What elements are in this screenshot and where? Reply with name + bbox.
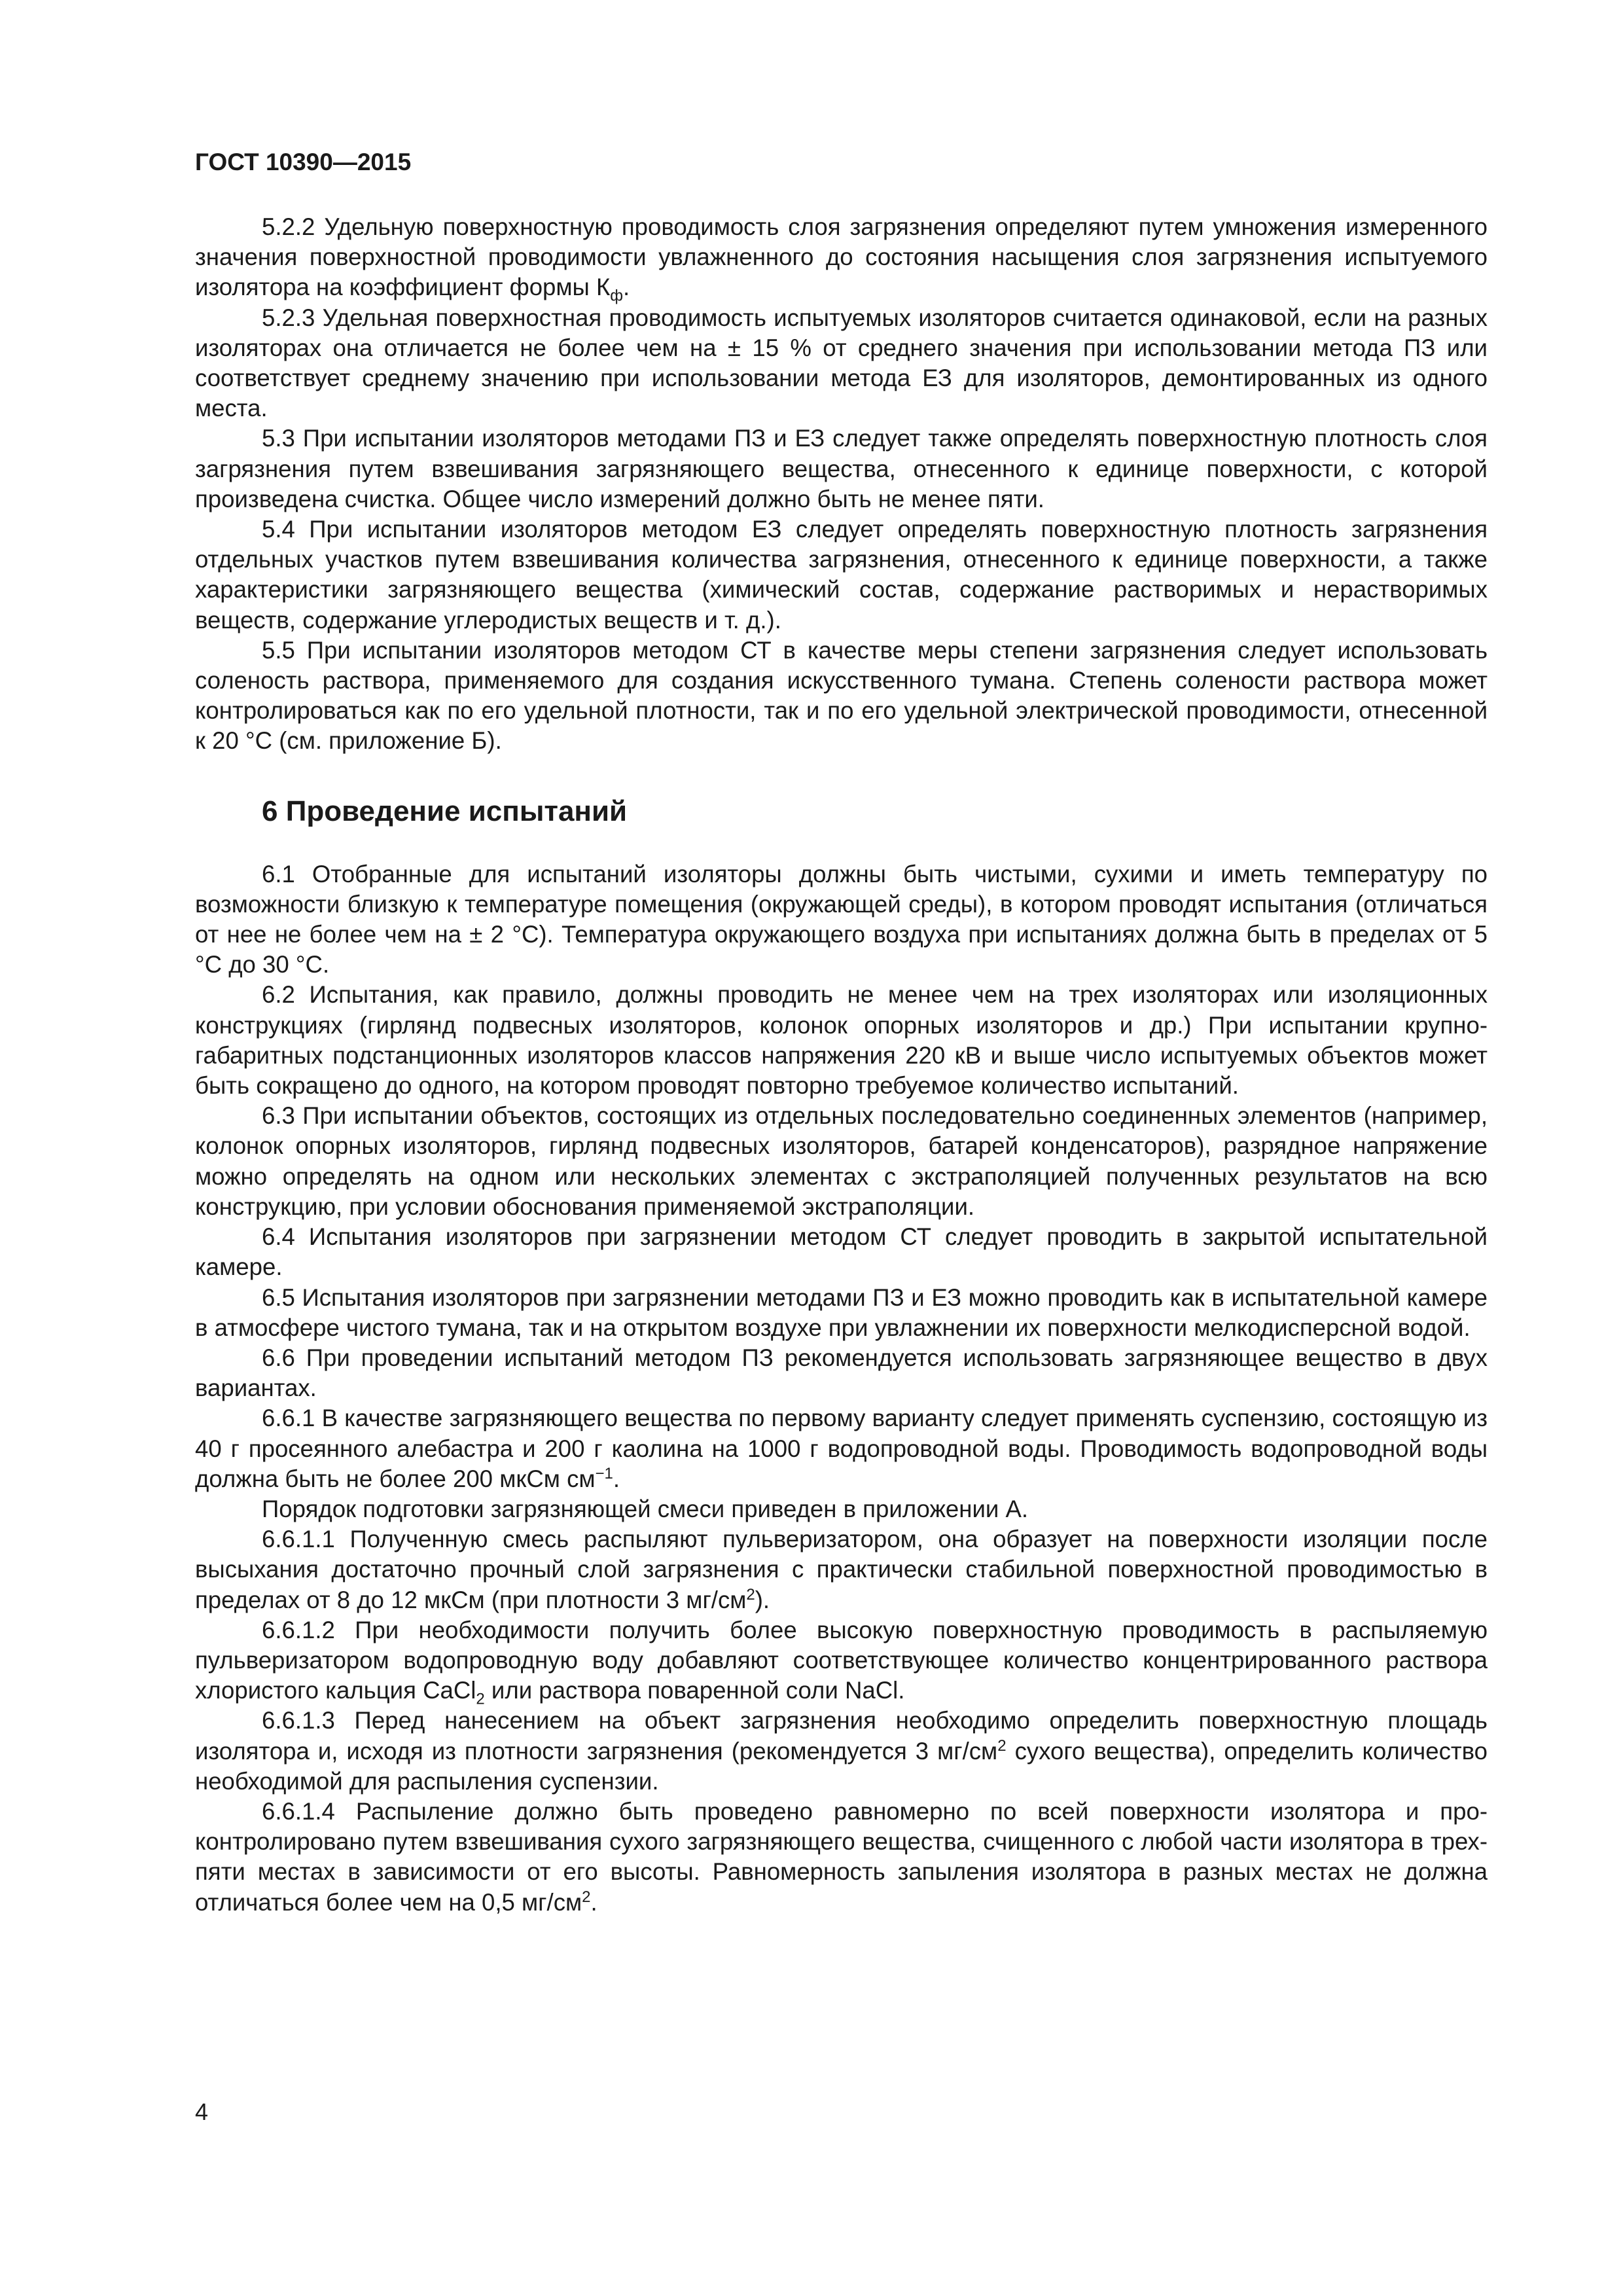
paragraph-6-6-1-3-tail: сухого вещества), определить количество необходимой для распыления суспензии. — [195, 1737, 1488, 1795]
paragraph-6-6: 6.6 При проведении испытаний методом ПЗ рекомендуется использовать загрязняющее вещество в двух вариантах. — [195, 1344, 1488, 1402]
paragraph-6-6-1-1-text: 6.6.1.1 Полученную смесь распыляют пульверизатором, она образует на поверхности изоляции после высыхания достаточно прочный слой загрязнения с практически стабильной поверхностной проводимостью в пределах от 8 до 12 мкСм (при плотности 3 мг/см — [195, 1526, 1488, 1613]
paragraph-order-note: Порядок подготовки загрязняющей смеси приведен в приложении А. — [262, 1495, 1029, 1522]
paragraph-6-6-1-1 — [195, 1524, 1488, 1615]
paragraph-6-6-1-4-text: 6.6.1.4 Распыление должно быть проведено равномерно по всей поверхности изолятора и проконтролировано путем взвешивания сухого загрязняющего вещества, счищенного с любой части изолятора в трех-пяти местах в зависимости от его высоты. Равномерность запыления изолятора в разных местах не должна отличаться более чем на 0,5 мг/см — [195, 1797, 1488, 1916]
paragraph-5-2-2-text: 5.2.2 Удельную поверхностную проводимость слоя загрязнения определяют путем умножения измеренного значения поверхностной проводимости увлажненного до состояния насыщения слоя загрязнения испытуемого изолятора на коэффициент формы К — [195, 213, 1488, 301]
paragraph-5-2-2 — [195, 212, 1488, 303]
paragraph-6-6-1-3 — [195, 1706, 1488, 1797]
paragraph-5-5: 5.5 При испытании изоляторов методом СТ в качестве меры степени загрязнения следует использовать соленость раствора, применяемого для создания искусственного тумана. Степень солености раствора может контролироваться как по его удельной плотности, так и по его удельной электрической проводимости, отнесенной к 20 °С (см. приложение Б). — [195, 636, 1488, 755]
paragraph-6-6-1-2-text: 6.6.1.2 При необходимости получить более высокую поверхностную проводимость в распыляемую пульверизатором водопроводную воду добавляют соответствующее количество концентрированного раствора хлористого кальция CaCl — [195, 1616, 1488, 1704]
paragraph-6-1: 6.1 Отобранные для испытаний изоляторы должны быть чистыми, сухими и иметь температуру по возможности близкую к температуре помещения (окружающей среды), в котором проводят испытания (отличаться от нее не более чем на ± 2 °С). Температура окружающего воздуха при испытаниях должна быть в пределах от 5 °С до 30 °С. — [195, 860, 1488, 978]
paragraph-6-6-1 — [195, 1403, 1488, 1494]
paragraph-6-4: 6.4 Испытания изоляторов при загрязнении методом СТ следует проводить в закрытой испытательной камере. — [195, 1223, 1488, 1281]
paragraph-6-6-1-2-tail: или раствора поваренной соли NaCl. — [484, 1677, 905, 1704]
paragraph-6-5: 6.5 Испытания изоляторов при загрязнении методами ПЗ и ЕЗ можно проводить как в испытательной камере в атмосфере чистого тумана, так и на открытом воздухе при увлажнении их поверхности мелкодисперсной водой. — [195, 1283, 1488, 1341]
paragraph-6-6-1-4-superscript: 2 — [582, 1888, 591, 1906]
paragraph-6-3: 6.3 При испытании объектов, состоящих из отдельных последовательно соединенных элементов (например, колонок опорных изоляторов, гирлянд подвесных изоляторов, батарей конденсаторов), разрядное напряжение можно определять на одном или нескольких элементах с экстраполяцией полученных результатов на всю конструкцию, при условии обоснования применяемой экстраполяции. — [195, 1102, 1488, 1220]
paragraph-6-6-1-3-superscript: 2 — [997, 1736, 1007, 1755]
paragraph-6-2: 6.2 Испытания, как правило, должны проводить не менее чем на трех изоляторах или изоляционных конструкциях (гирлянд подвесных изоляторов, колонок опорных изоляторов и др.) При испытании крупногабаритных подстанционных изоляторов классов напряжения 220 кВ и выше число испытуемых объектов может быть сокращено до одного, на котором проводят повторно требуемое количество испытаний. — [195, 981, 1488, 1100]
paragraph-6-6-1-1-superscript: 2 — [746, 1585, 755, 1604]
paragraph-6-6-1-superscript: −1 — [595, 1464, 613, 1482]
document-header-code: ГОСТ 10390—2015 — [195, 149, 412, 175]
paragraph-6-6-1-2 — [195, 1615, 1488, 1706]
paragraph-6-6-1-1-tail: ). — [755, 1586, 770, 1613]
paragraph-6-6-1-4-tail: . — [590, 1888, 597, 1916]
paragraph-5-3: 5.3 При испытании изоляторов методами ПЗ и ЕЗ следует также определять поверхностную плотность слоя загрязнения путем взвешивания загрязняющего вещества, отнесенного к единице поверхности, с которой произведена счистка. Общее число измерений должно быть не менее пяти. — [195, 425, 1488, 512]
page-number: 4 — [195, 2098, 209, 2125]
document-page — [195, 148, 1488, 1918]
paragraph-5-2-3: 5.2.3 Удельная поверхностная проводимость испытуемых изоляторов считается одинаковой, если на разных изоляторах она отличается не более чем на ± 15 % от среднего значения при использовании метода ПЗ или соответствует среднему значению при использовании метода ЕЗ для изоляторов, демонтированных из одного места. — [195, 304, 1488, 422]
paragraph-6-6-1-2-subscript: 2 — [476, 1690, 485, 1708]
section-6-title: 6 Проведение испытаний — [262, 795, 628, 827]
paragraph-5-4: 5.4 При испытании изоляторов методом ЕЗ следует определять поверхностную плотность загрязнения отдельных участков путем взвешивания количества загрязнения, отнесенного к единице поверхности, а также характеристики загрязняющего вещества (химический состав, содержание растворимых и нерастворимых веществ, содержание углеродистых веществ и т. д.). — [195, 516, 1488, 634]
paragraph-6-6-1-3-text: 6.6.1.3 Перед нанесением на объект загрязнения необходимо определить поверхностную площадь изолятора и, исходя из плотности загрязнения (рекомендуется 3 мг/см — [195, 1707, 1488, 1765]
paragraph-5-2-2-tail: . — [623, 274, 630, 301]
paragraph-6-6-1-text: 6.6.1 В качестве загрязняющего вещества по первому варианту следует применять суспензию, состоящую из 40 г просеянного алебастра и 200 г каолина на 1000 г водопроводной воды. Проводимость водопроводной воды должна быть не более 200 мкСм см — [195, 1405, 1488, 1492]
paragraph-6-6-1-tail: . — [613, 1465, 620, 1492]
paragraph-5-2-2-subscript: ф — [610, 287, 624, 305]
paragraph-6-6-1-4 — [195, 1797, 1488, 1918]
